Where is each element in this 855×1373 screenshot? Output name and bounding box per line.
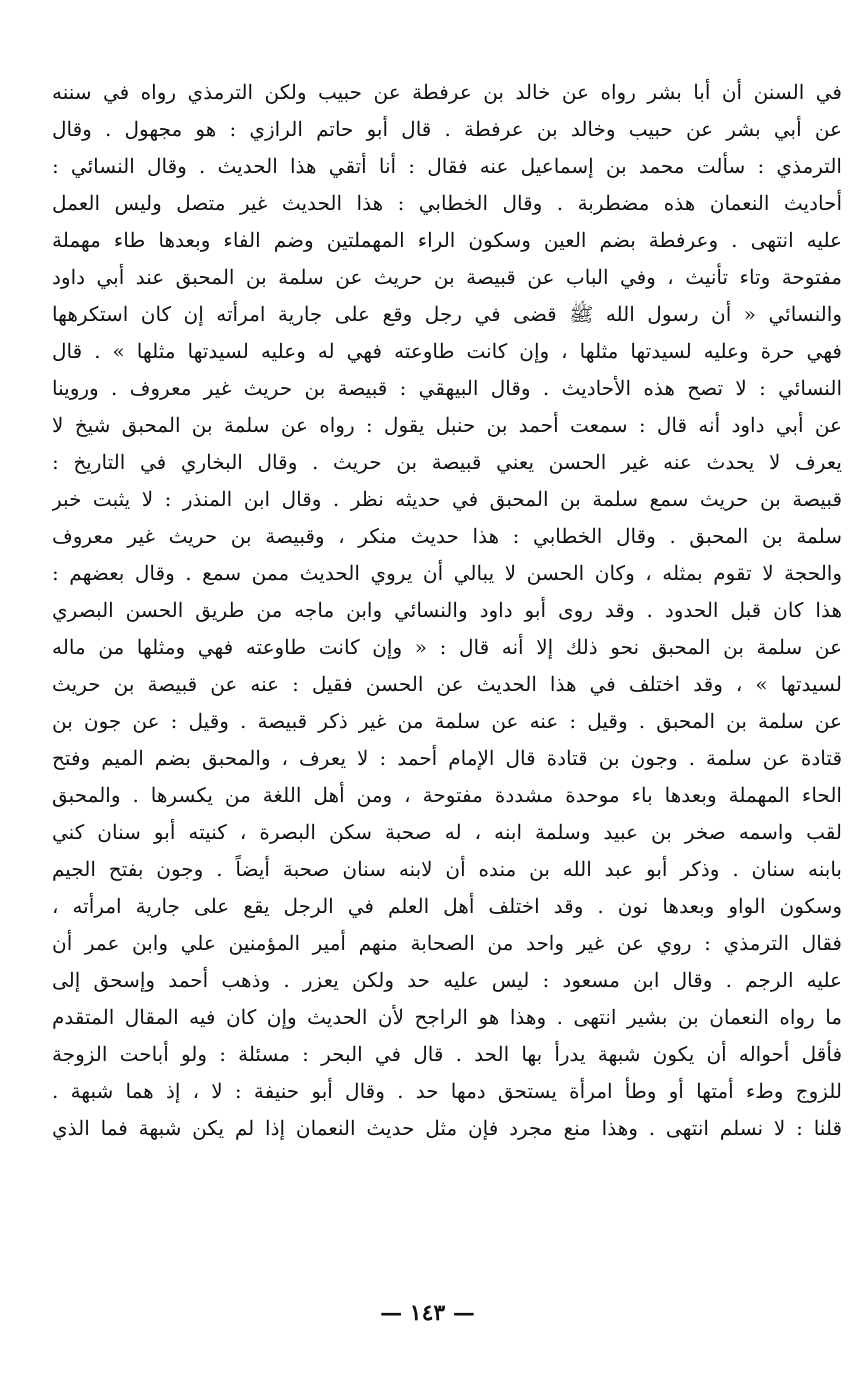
text-line: في السنن أن أبا بشر رواه عن خالد بن عرفطة عن حبيب ولكن الترمذي رواه في سننه bbox=[52, 80, 842, 104]
text-line: فقال الترمذي : روي عن غير واحد من الصحابة منهم أمير المؤمنين علي وابن عمر أن bbox=[52, 931, 842, 955]
text-line: بابنه سنان . وذكر أبو عبد الله بن منده أن لابنه سنان صحبة أيضاً . وجون بفتح الجيم bbox=[52, 857, 842, 881]
text-line: فهي حرة وعليه لسيدتها مثلها ، وإن كانت طاوعته فهي له وعليه لسيدتها مثلها » . قال bbox=[52, 339, 842, 363]
text-line: عليه انتهى . وعرفطة بضم العين وسكون الراء المهملتين وضم الفاء وبعدها طاء مهملة bbox=[52, 228, 842, 252]
text-line: ما رواه النعمان بن بشير انتهى . وهذا هو الراجح لأن الحديث وإن كان فيه المقال المتقدم bbox=[52, 1005, 842, 1029]
text-line: قلنا : لا نسلم انتهى . وهذا منع مجرد فإن مثل حديث النعمان إذا لم يكن شبهة فما الذي bbox=[52, 1116, 842, 1140]
text-line: وسكون الواو وبعدها نون . وقد اختلف أهل العلم في الرجل يقع على جارية امرأته ، bbox=[52, 894, 842, 918]
text-line: الحاء المهملة وبعدها باء موحدة مشددة مفتوحة ، ومن أهل اللغة من يكسرها . والمحبق bbox=[52, 783, 842, 807]
text-line: فأقل أحواله أن يكون شبهة يدرأ بها الحد . قال في البحر : مسئلة : ولو أباحت الزوجة bbox=[52, 1042, 842, 1066]
text-line: النسائي : لا تصح هذه الأحاديث . وقال البيهقي : قبيصة بن حريث غير معروف . وروينا bbox=[52, 376, 842, 400]
text-line: للزوج وطء أمتها أو وطأ امرأة يستحق دمها حد . وقال أبو حنيفة : لا ، إذ هما شبهة . bbox=[52, 1079, 842, 1103]
page-number: — ١٤٣ — bbox=[380, 1300, 475, 1326]
text-line: والنسائي « أن رسول الله ﷺ قضى في رجل وقع على جارية امرأته إن كان استكرهها bbox=[52, 302, 842, 326]
text-line: الترمذي : سألت محمد بن إسماعيل عنه فقال : أنا أتقي هذا الحديث . وقال النسائي : bbox=[52, 154, 842, 178]
text-line: مفتوحة وتاء تأنيث ، وفي الباب عن قبيصة بن حريث عن سلمة بن المحبق عند أبي داود bbox=[52, 265, 842, 289]
text-line: لقب واسمه صخر بن عبيد وسلمة ابنه ، له صحبة سكن البصرة ، كنيته أبو سنان كني bbox=[52, 820, 842, 844]
text-line: عن أبي داود أنه قال : سمعت أحمد بن حنبل يقول : رواه عن سلمة بن المحبق شيخ لا bbox=[52, 413, 842, 437]
text-line: لسيدتها » ، وقد اختلف في هذا الحديث عن الحسن فقيل : عنه عن قبيصة بن حريث bbox=[52, 672, 842, 696]
text-line: عليه الرجم . وقال ابن مسعود : ليس عليه حد ولكن يعزر . وذهب أحمد وإسحق إلى bbox=[52, 968, 842, 992]
text-line: سلمة بن المحبق . وقال الخطابي : هذا حديث منكر ، وقبيصة بن حريث غير معروف bbox=[52, 524, 842, 548]
text-line: يعرف لا يحدث عنه غير الحسن يعني قبيصة بن حريث . وقال البخاري في التاريخ : bbox=[52, 450, 842, 474]
text-line: هذا كان قبل الحدود . وقد روى أبو داود والنسائي وابن ماجه من طريق الحسن البصري bbox=[52, 598, 842, 622]
text-line: قبيصة بن حريث سمع سلمة بن المحبق في حديثه نظر . وقال ابن المنذر : لا يثبت خبر bbox=[52, 487, 842, 511]
text-line: والحجة لا تقوم بمثله ، وكان الحسن لا يبالي أن يروي الحديث ممن سمع . وقال بعضهم : bbox=[52, 561, 842, 585]
arabic-text-body bbox=[52, 74, 842, 1147]
text-line: قتادة عن سلمة . وجون بن قتادة قال الإمام أحمد : لا يعرف ، والمحبق بضم الميم وفتح bbox=[52, 746, 842, 770]
text-line: أحاديث النعمان هذه مضطربة . وقال الخطابي : هذا الحديث غير متصل وليس العمل bbox=[52, 191, 842, 215]
text-line: عن سلمة بن المحبق نحو ذلك إلا أنه قال : « وإن كانت طاوعته فهي ومثلها من ماله bbox=[52, 635, 842, 659]
text-line: عن أبي بشر عن حبيب وخالد بن عرفطة . قال أبو حاتم الرازي : هو مجهول . وقال bbox=[52, 117, 842, 141]
text-line: عن سلمة بن المحبق . وقيل : عنه عن سلمة من غير ذكر قبيصة . وقيل : عن جون بن bbox=[52, 709, 842, 733]
